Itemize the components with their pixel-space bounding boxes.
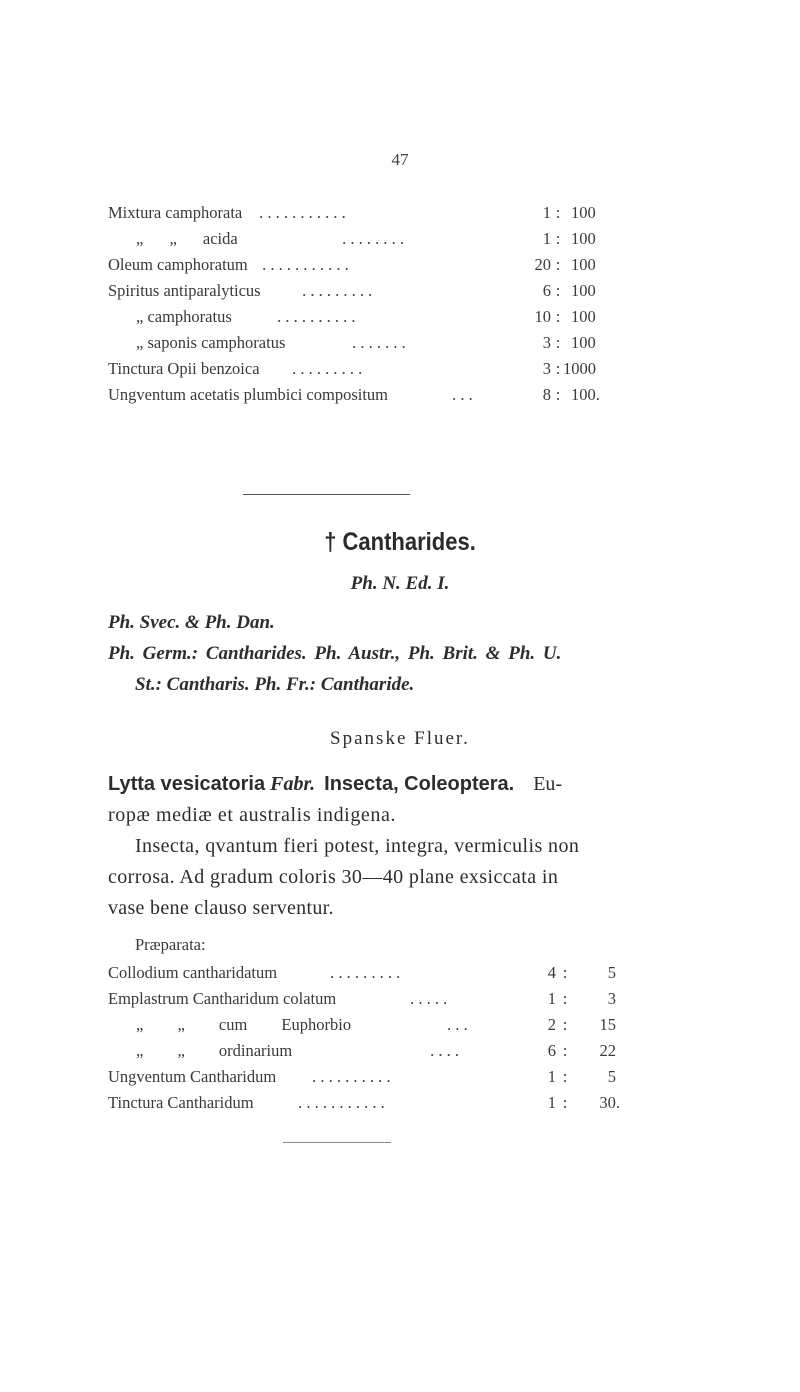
row-ratio-whole: 30. (599, 1093, 620, 1112)
pharmacopoeia-reference: Ph. N. Ed. I. (350, 573, 450, 594)
row-ratio-part: 1 (547, 1067, 556, 1086)
row-name: Tinctura Cantharidum (108, 1093, 254, 1112)
table-row (108, 226, 628, 252)
synonym-line: Ph. Svec. & Ph. Dan. (108, 612, 275, 633)
row-ratio-whole: 100. (571, 385, 600, 404)
praeparata-label: Præparata: (135, 935, 206, 954)
leader-dots: . . . . . (406, 989, 448, 1008)
table-row (108, 1038, 628, 1064)
vernacular-name: Spanske Fluer. (330, 728, 470, 749)
row-name: „ „ acida (136, 229, 238, 248)
leader-dots: . . . . . . . . . . (308, 1067, 391, 1086)
row-ratio-whole: 100 (571, 203, 596, 222)
table-row (108, 304, 628, 330)
ratio-colon: : (562, 963, 568, 982)
description-line: corrosa. Ad gradum coloris 30—40 plane exsiccata in (108, 866, 559, 888)
row-name: „ saponis camphoratus (136, 333, 286, 352)
row-ratio-part: 1 (547, 1093, 556, 1112)
table-row (108, 1064, 628, 1090)
row-ratio-part: 1 (542, 203, 551, 222)
row-ratio-part: 20 (534, 255, 551, 274)
ratio-colon: : (562, 989, 568, 1008)
row-name: Mixtura camphorata (108, 203, 243, 222)
leader-dots: . . . . . . . . . . (273, 307, 356, 326)
row-ratio-whole: 100 (571, 255, 596, 274)
row-ratio-part: 2 (547, 1015, 556, 1034)
leader-dots: . . . . . . . (348, 333, 406, 352)
species-author: Fabr. (270, 773, 316, 795)
row-name: Ungventum Cantharidum (108, 1067, 277, 1086)
description-text: Eu- (528, 773, 563, 795)
synonym-line: St.: Cantharis. Ph. Fr.: Cantharide. (135, 674, 415, 695)
description-line (108, 773, 562, 796)
page-number: 47 (391, 150, 409, 169)
leader-dots: . . . . . . . . (338, 229, 404, 248)
ratio-colon: : (562, 1067, 568, 1086)
leader-dots: . . . . . . . . . (288, 359, 363, 378)
table-row (108, 1090, 628, 1116)
row-ratio-part: 8 (542, 385, 551, 404)
row-name: „ „ ordinarium (136, 1041, 293, 1060)
leader-dots: . . . . . . . . . . . (258, 255, 349, 274)
table-row (108, 200, 628, 226)
row-ratio-part: 1 (547, 989, 556, 1008)
row-ratio-whole: 100 (571, 281, 596, 300)
preparations-table (108, 960, 628, 1116)
table-row (108, 382, 628, 408)
table-row (108, 960, 628, 986)
ratio-colon: : (555, 307, 561, 326)
table-row (108, 356, 628, 382)
classification: Insecta, Coleoptera. (324, 773, 515, 795)
row-ratio-part: 3 (542, 333, 551, 352)
preparations-table (108, 200, 628, 408)
row-name: „ camphoratus (136, 307, 232, 326)
leader-dots: . . . . . . . . . . . (294, 1093, 385, 1112)
row-ratio-part: 6 (542, 281, 551, 300)
ratio-colon: : (562, 1041, 568, 1060)
row-ratio-part: 6 (547, 1041, 556, 1060)
table-row (108, 252, 628, 278)
ratio-colon: : (555, 359, 561, 378)
row-ratio-whole: 100 (571, 307, 596, 326)
ratio-colon: : (555, 385, 561, 404)
row-ratio-part: 1 (542, 229, 551, 248)
ratio-colon: : (562, 1015, 568, 1034)
description-line: vase bene clauso serventur. (108, 897, 334, 919)
row-ratio-whole: 1000 (563, 359, 596, 378)
table-row (108, 986, 628, 1012)
row-ratio-part: 3 (542, 359, 551, 378)
section-divider (243, 494, 410, 495)
row-name: Tinctura Opii benzoica (108, 359, 260, 378)
description-line: ropæ mediæ et australis indigena. (108, 804, 397, 826)
row-ratio-whole: 100 (571, 229, 596, 248)
leader-dots: . . . (448, 385, 473, 404)
row-ratio-whole: 5 (607, 963, 616, 982)
ratio-colon: : (562, 1093, 568, 1112)
row-ratio-whole: 22 (599, 1041, 616, 1060)
table-row (108, 278, 628, 304)
row-name: Ungventum acetatis plumbici compositum (108, 385, 388, 404)
table-row (108, 330, 628, 356)
ratio-colon: : (555, 203, 561, 222)
row-ratio-whole: 5 (607, 1067, 616, 1086)
ratio-colon: : (555, 229, 561, 248)
row-name: Collodium cantharidatum (108, 963, 278, 982)
row-name: Emplastrum Cantharidum colatum (108, 989, 337, 1008)
section-divider (283, 1142, 391, 1143)
row-name: Spiritus antiparalyticus (108, 281, 261, 300)
description-line: Insecta, qvantum fieri potest, integra, vermiculis non (135, 835, 580, 857)
ratio-colon: : (555, 333, 561, 352)
section-title: † Cantharides. (324, 528, 476, 556)
ratio-colon: : (555, 281, 561, 300)
leader-dots: . . . (443, 1015, 468, 1034)
row-ratio-part: 10 (534, 307, 551, 326)
leader-dots: . . . . . . . . . (326, 963, 401, 982)
row-ratio-part: 4 (547, 963, 556, 982)
ratio-colon: : (555, 255, 561, 274)
leader-dots: . . . . . . . . . (298, 281, 373, 300)
table-row (108, 1012, 628, 1038)
row-ratio-whole: 3 (607, 989, 616, 1008)
row-ratio-whole: 15 (599, 1015, 616, 1034)
leader-dots: . . . . (426, 1041, 459, 1060)
synonym-line: Ph. Germ.: Cantharides. Ph. Austr., Ph. Brit. & Ph. U. (108, 643, 562, 664)
row-name: Oleum camphoratum (108, 255, 248, 274)
row-ratio-whole: 100 (571, 333, 596, 352)
row-name: „ „ cum Euphorbio (136, 1015, 352, 1034)
species-name: Lytta vesicatoria (108, 773, 266, 795)
leader-dots: . . . . . . . . . . . (255, 203, 346, 222)
